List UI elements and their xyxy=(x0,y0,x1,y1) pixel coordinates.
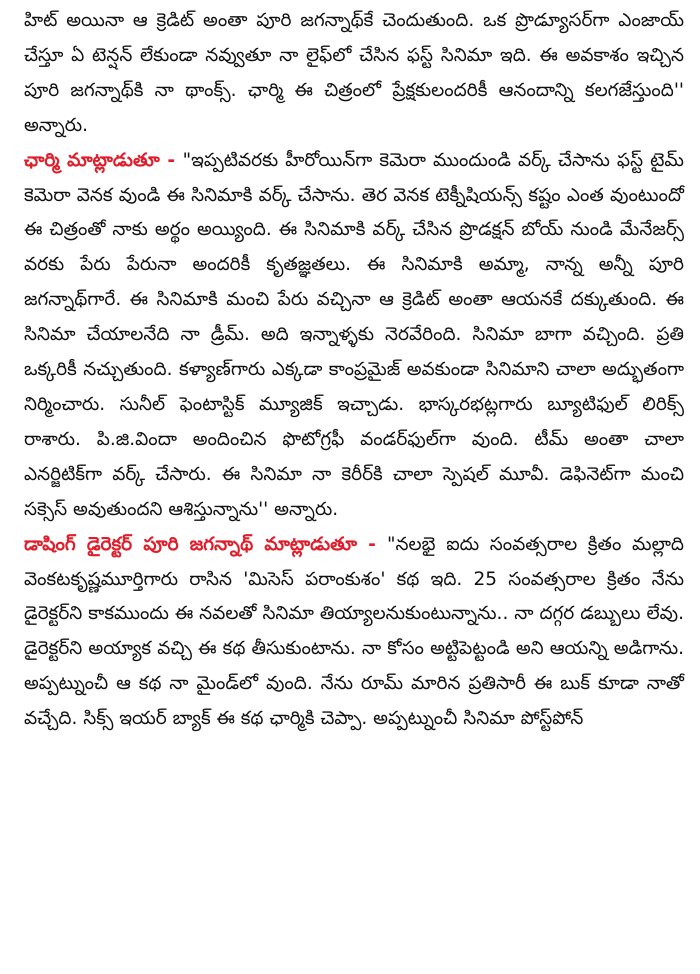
paragraph-director-quote xyxy=(24,528,684,737)
paragraph-text: "నలభై ఐదు సంవత్సరాల క్రితం మల్లాది వెంకటకృష్ణమూర్తిగారు రాసిన 'మిసెస్ పరాంకుశం' కథ ఇది. 25 సంవత్సరాల క్రితం నేను డైరెక్టర్‌ని కాకముందు ఈ నవలతో సినిమా తియ్యాలనుకుంటున్నాను.. నా దగ్గర డబ్బులు లేవు. డైరెక్టర్‌ని అయ్యాక వచ్చి ఈ కథ తీసుకుంటాను. నా కోసం అట్టిపెట్టండి అని ఆయన్ని అడిగాను. అప్పట్నుంచీ ఆ కథ నా మైండ్‌లో వుంది. నేను రూమ్ మారిన ప్రతిసారీ ఈ బుక్ కూడా నాతో వచ్చేది. సిక్స్ ఇయర్ బ్యాక్ ఈ కథ ఛార్మికి చెప్పా. అప్పట్నుంచీ సినిమా పోస్ట్‌పోన్ xyxy=(24,533,684,730)
speaker-label-director: డాషింగ్ డైరెక్టర్ పూరి జగన్నాథ్ మాట్లాడుతూ - xyxy=(24,533,388,555)
speaker-label-charmi: ఛార్మి మాట్లాడుతూ - xyxy=(24,149,183,171)
paragraph-text: "ఇప్పటివరకు హీరోయిన్‌గా కెమెరా ముందుండి వర్క్ చేసాను ఫస్ట్ టైమ్ కెమెరా వెనక వుండి ఈ సినిమాకి వర్క్ చేసాను. తెర వెనక టెక్నీషియన్స్ కష్టం ఎంత వుంటుందో ఈ చిత్రంతో నాకు అర్థం అయ్యింది. ఈ సినిమాకి వర్క్ చేసిన ప్రొడక్షన్ బోయ్ నుండి మేనేజర్స్ వరకు పేరు పేరునా అందరికీ కృతజ్ఞతలు. ఈ సినిమాకి అమ్మా, నాన్న అన్నీ పూరి జగన్నాథ్‌గారే. ఈ సినిమాకి మంచి పేరు వచ్చినా ఆ క్రెడిట్ అంతా ఆయనకే దక్కుతుంది. ఈ సినిమా చేయాలనేది నా డ్రీమ్. అది ఇన్నాళ్ళకు నెరవేరింది. సినిమా బాగా వచ్చింది. ప్రతి ఒక్కరికీ నచ్చుతుంది. కళ్యాణ్‌గారు ఎక్కడా కాంప్రమైజ్ అవకుండా సినిమాని చాలా అద్భుతంగా నిర్మించారు. సునీల్ ఫెంటాస్టిక్ మ్యూజిక్ ఇచ్చాడు. భాస్కరభట్లగారు బ్యూటిఫుల్ లిరిక్స్ రాశారు. పి.జి.విందా అందించిన ఫొటోగ్రఫీ వండర్‌ఫుల్‌గా వుంది. టీమ్ అంతా చాలా ఎనర్జిటిక్‌గా వర్క్ చేసారు. ఈ సినిమా నా కెరీర్‌కి చాలా స్పెషల్ మూవీ. డెఫినెట్‌గా మంచి సక్సెస్ అవుతుందని ఆశిస్తున్నాను'' అన్నారు. xyxy=(24,149,684,520)
paragraph-charmi-quote xyxy=(24,144,684,528)
paragraph-text: హిట్ అయినా ఆ క్రెడిట్ అంతా పూరి జగన్నాథ్‌కే చెందుతుంది. ఒక ప్రొడ్యూసర్‌గా ఎంజాయ్ చేస్తూ ఏ టెన్షన్ లేకుండా నవ్వుతూ నా లైఫ్‌లో చేసిన ఫస్ట్ సినిమా ఇది. ఈ అవకాశం ఇచ్చిన పూరి జగన్నాథ్‌కి నా థాంక్స్. ఛార్మి ఈ చిత్రంలో ప్రేక్షకులందరికీ ఆనందాన్ని కలగజేస్తుంది'' అన్నారు. xyxy=(24,10,684,136)
paragraph-producer-quote xyxy=(24,4,684,144)
